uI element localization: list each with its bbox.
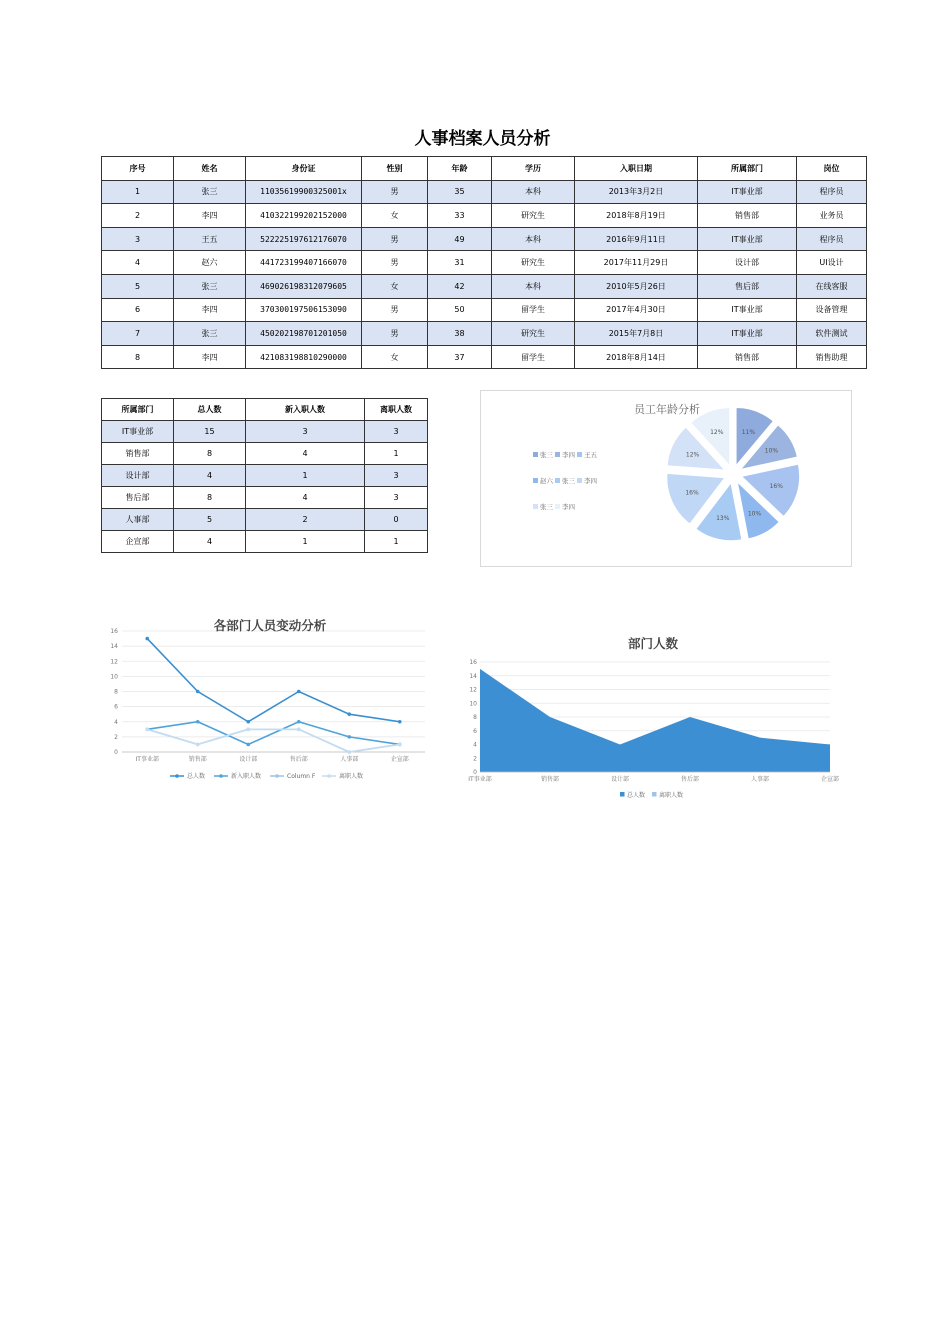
- data-point: [145, 728, 149, 732]
- data-point: [398, 720, 402, 724]
- table-row: [102, 180, 867, 204]
- table-row: [102, 531, 428, 553]
- table-cell: 赵六: [174, 251, 246, 275]
- table-cell: 男: [362, 298, 428, 322]
- table-cell: 11035619900325001x: [246, 180, 362, 204]
- table-row: [102, 487, 428, 509]
- page-title: 人事档案人员分析: [414, 129, 551, 149]
- x-tick-label: 销售部: [188, 756, 207, 763]
- table-cell: 设计部: [698, 251, 797, 275]
- data-point: [145, 637, 149, 641]
- table-cell: IT事业部: [698, 180, 797, 204]
- table-row: [102, 274, 867, 298]
- table-cell: 441723199407166070: [246, 251, 362, 275]
- pie-data-label: 12%: [685, 451, 700, 459]
- table-cell: 1: [365, 531, 428, 553]
- legend-swatch: [620, 792, 625, 797]
- table-cell: 设备管理: [797, 298, 867, 322]
- table-cell: 8: [174, 443, 246, 465]
- data-point: [347, 712, 351, 716]
- legend-label: Column F: [287, 773, 316, 780]
- data-point: [196, 743, 200, 747]
- legend-swatch: [652, 792, 657, 797]
- table-cell: IT事业部: [102, 421, 174, 443]
- table-cell: 6: [102, 298, 174, 322]
- table-cell: 设计部: [102, 465, 174, 487]
- table-cell: 4: [174, 465, 246, 487]
- column-header: 所属部门: [102, 399, 174, 421]
- legend-label: 王五: [584, 451, 597, 459]
- y-tick-label: 12: [469, 686, 477, 694]
- table-cell: 李四: [174, 345, 246, 369]
- table-cell: 程序员: [797, 227, 867, 251]
- table-cell: 研究生: [492, 251, 575, 275]
- table-row: [102, 443, 428, 465]
- legend-label: 李四: [584, 477, 597, 485]
- y-tick-label: 10: [469, 700, 477, 708]
- table-cell: 男: [362, 322, 428, 346]
- table-cell: 销售助理: [797, 345, 867, 369]
- legend-swatch: [555, 452, 560, 457]
- table-cell: 8: [174, 487, 246, 509]
- table-cell: 本科: [492, 274, 575, 298]
- legend-marker: [219, 774, 223, 778]
- table-cell: 1: [365, 443, 428, 465]
- table-cell: 469026198312079605: [246, 274, 362, 298]
- table-cell: 2016年9月11日: [575, 227, 698, 251]
- table-cell: 3: [102, 227, 174, 251]
- table-cell: 张三: [174, 322, 246, 346]
- legend-swatch: [533, 478, 538, 483]
- table-cell: 42: [428, 274, 492, 298]
- column-header: 岗位: [797, 157, 867, 181]
- table-cell: 15: [174, 421, 246, 443]
- table-row: [102, 322, 867, 346]
- table-cell: 售后部: [698, 274, 797, 298]
- table-cell: 35: [428, 180, 492, 204]
- table-cell: 留学生: [492, 298, 575, 322]
- x-tick-label: 售后部: [680, 776, 700, 783]
- table-cell: 0: [365, 509, 428, 531]
- legend-label: 离职人数: [339, 773, 364, 780]
- table-cell: 李四: [174, 204, 246, 228]
- table-cell: 女: [362, 274, 428, 298]
- dept-change-line-chart: [100, 610, 435, 790]
- table-cell: 1: [246, 531, 365, 553]
- column-header: 入职日期: [575, 157, 698, 181]
- column-header: 年龄: [428, 157, 492, 181]
- x-tick-label: IT事业部: [135, 756, 159, 763]
- personnel-table: [101, 156, 867, 369]
- x-tick-label: 人事部: [340, 756, 359, 763]
- chart-title: 各部门人员变动分析: [213, 618, 327, 633]
- table-cell: 本科: [492, 227, 575, 251]
- table-cell: 49: [428, 227, 492, 251]
- legend-swatch: [555, 504, 560, 509]
- table-cell: 研究生: [492, 322, 575, 346]
- x-tick-label: 设计部: [239, 756, 258, 763]
- table-cell: 程序员: [797, 180, 867, 204]
- table-row: [102, 421, 428, 443]
- table-cell: 研究生: [492, 204, 575, 228]
- legend-label: 总人数: [627, 792, 646, 799]
- table-cell: 售后部: [102, 487, 174, 509]
- pie-data-label: 12%: [710, 429, 724, 437]
- table-cell: IT事业部: [698, 322, 797, 346]
- x-tick-label: 企宣部: [390, 756, 409, 763]
- table-cell: 男: [362, 180, 428, 204]
- table-cell: 2: [102, 204, 174, 228]
- table-cell: 50: [428, 298, 492, 322]
- table-cell: 3: [365, 465, 428, 487]
- data-point: [347, 750, 351, 754]
- table-cell: 软件测试: [797, 322, 867, 346]
- table-cell: 女: [362, 204, 428, 228]
- data-point: [297, 728, 301, 732]
- pie-data-label: 16%: [685, 489, 699, 497]
- table-cell: 男: [362, 227, 428, 251]
- chart-title: 员工年龄分析: [634, 403, 700, 416]
- data-point: [297, 690, 301, 694]
- pie-data-label: 10%: [747, 510, 762, 518]
- data-point: [196, 690, 200, 694]
- legend-label: 总人数: [187, 773, 206, 780]
- table-cell: 留学生: [492, 345, 575, 369]
- table-cell: IT事业部: [698, 227, 797, 251]
- data-point: [297, 720, 301, 724]
- table-cell: 4: [174, 531, 246, 553]
- x-tick-label: IT事业部: [468, 776, 492, 783]
- legend-swatch: [533, 504, 538, 509]
- table-cell: 33: [428, 204, 492, 228]
- age-pie-chart: [481, 391, 851, 566]
- table-cell: 2017年4月30日: [575, 298, 698, 322]
- table-row: [102, 345, 867, 369]
- table-cell: 7: [102, 322, 174, 346]
- table-cell: 女: [362, 345, 428, 369]
- department-table: [101, 398, 428, 553]
- table-cell: 2018年8月19日: [575, 204, 698, 228]
- table-row: [102, 465, 428, 487]
- table-row: [102, 298, 867, 322]
- chart-title: 部门人数: [627, 636, 679, 651]
- table-cell: 2010年5月26日: [575, 274, 698, 298]
- dept-headcount-area-chart: [460, 625, 845, 805]
- table-cell: 1: [102, 180, 174, 204]
- legend-marker: [175, 774, 179, 778]
- table-cell: 李四: [174, 298, 246, 322]
- table-cell: 37: [428, 345, 492, 369]
- y-tick-label: 4: [473, 741, 477, 749]
- column-header: 离职人数: [365, 399, 428, 421]
- table-cell: 370300197506153090: [246, 298, 362, 322]
- table-cell: IT事业部: [698, 298, 797, 322]
- legend-label: 张三: [540, 451, 553, 459]
- column-header: 学历: [492, 157, 575, 181]
- y-tick-label: 8: [114, 688, 118, 696]
- column-header: 所属部门: [698, 157, 797, 181]
- y-tick-label: 0: [114, 749, 118, 756]
- legend-label: 李四: [562, 503, 575, 511]
- table-cell: 450202198701201050: [246, 322, 362, 346]
- data-point: [246, 743, 250, 747]
- legend-swatch: [533, 452, 538, 457]
- y-tick-label: 6: [473, 727, 477, 735]
- y-tick-label: 12: [110, 658, 118, 666]
- y-tick-label: 16: [469, 659, 477, 666]
- table-cell: 2: [246, 509, 365, 531]
- table-cell: 4: [102, 251, 174, 275]
- table-cell: 企宣部: [102, 531, 174, 553]
- table-cell: UI设计: [797, 251, 867, 275]
- table-cell: 3: [365, 487, 428, 509]
- table-cell: 在线客服: [797, 274, 867, 298]
- legend-label: 张三: [562, 477, 575, 485]
- legend-label: 张三: [540, 503, 553, 511]
- table-cell: 2017年11月29日: [575, 251, 698, 275]
- legend-marker: [275, 774, 279, 778]
- legend-label: 李四: [562, 451, 575, 459]
- table-cell: 3: [365, 421, 428, 443]
- data-point: [347, 735, 351, 739]
- y-tick-label: 8: [473, 714, 477, 721]
- column-header: 性别: [362, 157, 428, 181]
- table-cell: 2015年7月8日: [575, 322, 698, 346]
- table-row: [102, 251, 867, 275]
- table-cell: 业务员: [797, 204, 867, 228]
- legend-swatch: [577, 452, 582, 457]
- column-header: 身份证: [246, 157, 362, 181]
- y-tick-label: 14: [110, 643, 118, 651]
- column-header: 新入职人数: [246, 399, 365, 421]
- data-point: [246, 720, 250, 724]
- table-cell: 410322199202152000: [246, 204, 362, 228]
- table-cell: 5: [102, 274, 174, 298]
- legend-swatch: [577, 478, 582, 483]
- legend-label: 新入职人数: [231, 773, 262, 780]
- table-cell: 销售部: [698, 345, 797, 369]
- x-tick-label: 企宣部: [820, 776, 840, 783]
- table-cell: 男: [362, 251, 428, 275]
- table-cell: 销售部: [102, 443, 174, 465]
- y-tick-label: 6: [114, 703, 118, 711]
- table-cell: 4: [246, 443, 365, 465]
- y-tick-label: 10: [110, 673, 118, 681]
- x-tick-label: 设计部: [610, 776, 630, 783]
- legend-marker: [327, 774, 331, 778]
- legend-swatch: [555, 478, 560, 483]
- table-cell: 3: [246, 421, 365, 443]
- legend-label: 离职人数: [659, 792, 684, 799]
- legend-label: 赵六: [540, 477, 553, 485]
- y-tick-label: 14: [469, 672, 477, 680]
- table-cell: 2018年8月14日: [575, 345, 698, 369]
- pie-data-label: 16%: [769, 483, 783, 491]
- table-cell: 销售部: [698, 204, 797, 228]
- data-point: [196, 720, 200, 724]
- table-cell: 张三: [174, 274, 246, 298]
- x-tick-label: 售后部: [289, 756, 308, 763]
- age-pie-chart-frame: [480, 390, 852, 567]
- table-cell: 人事部: [102, 509, 174, 531]
- table-cell: 522225197612176070: [246, 227, 362, 251]
- data-point: [398, 743, 402, 747]
- table-cell: 421083198810290000: [246, 345, 362, 369]
- data-point: [246, 728, 250, 732]
- table-cell: 王五: [174, 227, 246, 251]
- column-header: 序号: [102, 157, 174, 181]
- y-tick-label: 4: [114, 718, 118, 726]
- column-header: 总人数: [174, 399, 246, 421]
- table-row: [102, 227, 867, 251]
- y-tick-label: 16: [110, 628, 118, 635]
- series-line: [147, 639, 400, 722]
- column-header: 姓名: [174, 157, 246, 181]
- table-cell: 5: [174, 509, 246, 531]
- table-cell: 4: [246, 487, 365, 509]
- y-tick-label: 0: [473, 769, 477, 776]
- y-tick-label: 2: [473, 755, 477, 763]
- pie-data-label: 13%: [716, 514, 730, 522]
- table-cell: 38: [428, 322, 492, 346]
- table-cell: 31: [428, 251, 492, 275]
- y-tick-label: 2: [114, 733, 118, 741]
- table-row: [102, 204, 867, 228]
- series-area: [480, 669, 830, 772]
- table-cell: 8: [102, 345, 174, 369]
- table-row: [102, 509, 428, 531]
- table-cell: 张三: [174, 180, 246, 204]
- pie-data-label: 10%: [764, 447, 779, 455]
- table-cell: 本科: [492, 180, 575, 204]
- table-cell: 2013年3月2日: [575, 180, 698, 204]
- pie-data-label: 11%: [741, 428, 756, 436]
- table-header-row: [102, 399, 428, 421]
- table-cell: 1: [246, 465, 365, 487]
- x-tick-label: 人事部: [750, 776, 770, 783]
- x-tick-label: 销售部: [540, 776, 560, 783]
- table-header-row: [102, 157, 867, 181]
